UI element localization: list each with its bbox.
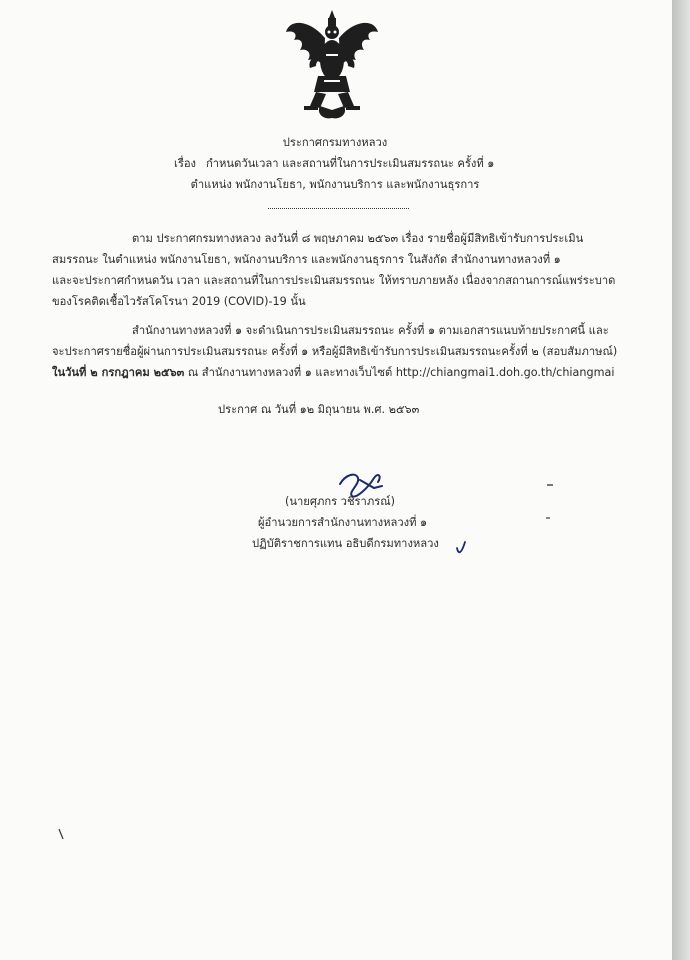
meeting-location: ณ สำนักงานทางหลวงที่ ๑ และทางเว็บไซต์ http://chiangmai1.doh.go.th/chiangmai [184,366,615,379]
paragraph-1-line-3: และจะประกาศกำหนดวัน เวลา และสถานที่ในการประเมินสมรรถนะ ให้ทราบภายหลัง เนื่องจากสถานการณ์แพร่ระบาด [52,274,616,287]
paragraph-1-line-4: ของโรคติดเชื้อไวรัสโคโรนา 2019 (COVID)-19 นั้น [52,295,306,308]
stray-mark [546,517,550,519]
announcement-date: ประกาศ ณ วันที่ ๑๒ มิถุนายน พ.ศ. ๒๕๖๓ [218,403,420,416]
subject-label: เรื่อง [174,157,197,170]
announcement-title: ประกาศกรมทางหลวง [282,136,388,149]
signatory-name: (นายศุภกร วชิราภรณ์) [285,495,395,508]
positions-line: ตำแหน่ง พนักงานโยธา, พนักงานบริการ และพนักงานธุรการ [190,178,480,191]
meeting-date: ในวันที่ ๒ กรกฎาคม ๒๕๖๓ [52,366,185,379]
subject-text: กำหนดวันเวลา และสถานที่ในการประเมินสมรรถนะ ครั้งที่ ๑ [206,157,495,170]
paragraph-2-line-1: สำนักงานทางหลวงที่ ๑ จะดำเนินการประเมินสมรรถนะ ครั้งที่ ๑ ตามเอกสารแนบท้ายประกาศนี้ และ [132,324,609,337]
dotted-divider [268,208,409,209]
stray-pen-mark [58,828,64,840]
signatory-title: ผู้อำนวยการสำนักงานทางหลวงที่ ๑ [258,516,428,529]
paragraph-2-line-3 [52,366,614,380]
paragraph-2-line-2: จะประกาศรายชื่อผู้ผ่านการประเมินสมรรถนะ ครั้งที่ ๑ หรือผู้มีสิทธิเข้ารับการประเมินสมรรถนะครั้งที่ ๒ (สอบสัมภาษณ์) [52,345,618,358]
stray-mark [547,484,553,486]
signatory-acting-title: ปฏิบัติราชการแทน อธิบดีกรมทางหลวง [252,537,439,550]
page-edge-shadow [672,0,690,960]
handwritten-initial-mark [455,540,467,556]
garuda-emblem-icon [280,10,384,122]
paragraph-1-line-2: สมรรถนะ ในตำแหน่ง พนักงานโยธา, พนักงานบริการ และพนักงานธุรการ ในสังกัด สำนักงานทางหลวงที่ ๑ [52,253,561,266]
paragraph-1-line-1: ตาม ประกาศกรมทางหลวง ลงวันที่ ๘ พฤษภาคม ๒๕๖๓ เรื่อง รายชื่อผู้มีสิทธิเข้ารับการประเมิน [132,232,584,245]
